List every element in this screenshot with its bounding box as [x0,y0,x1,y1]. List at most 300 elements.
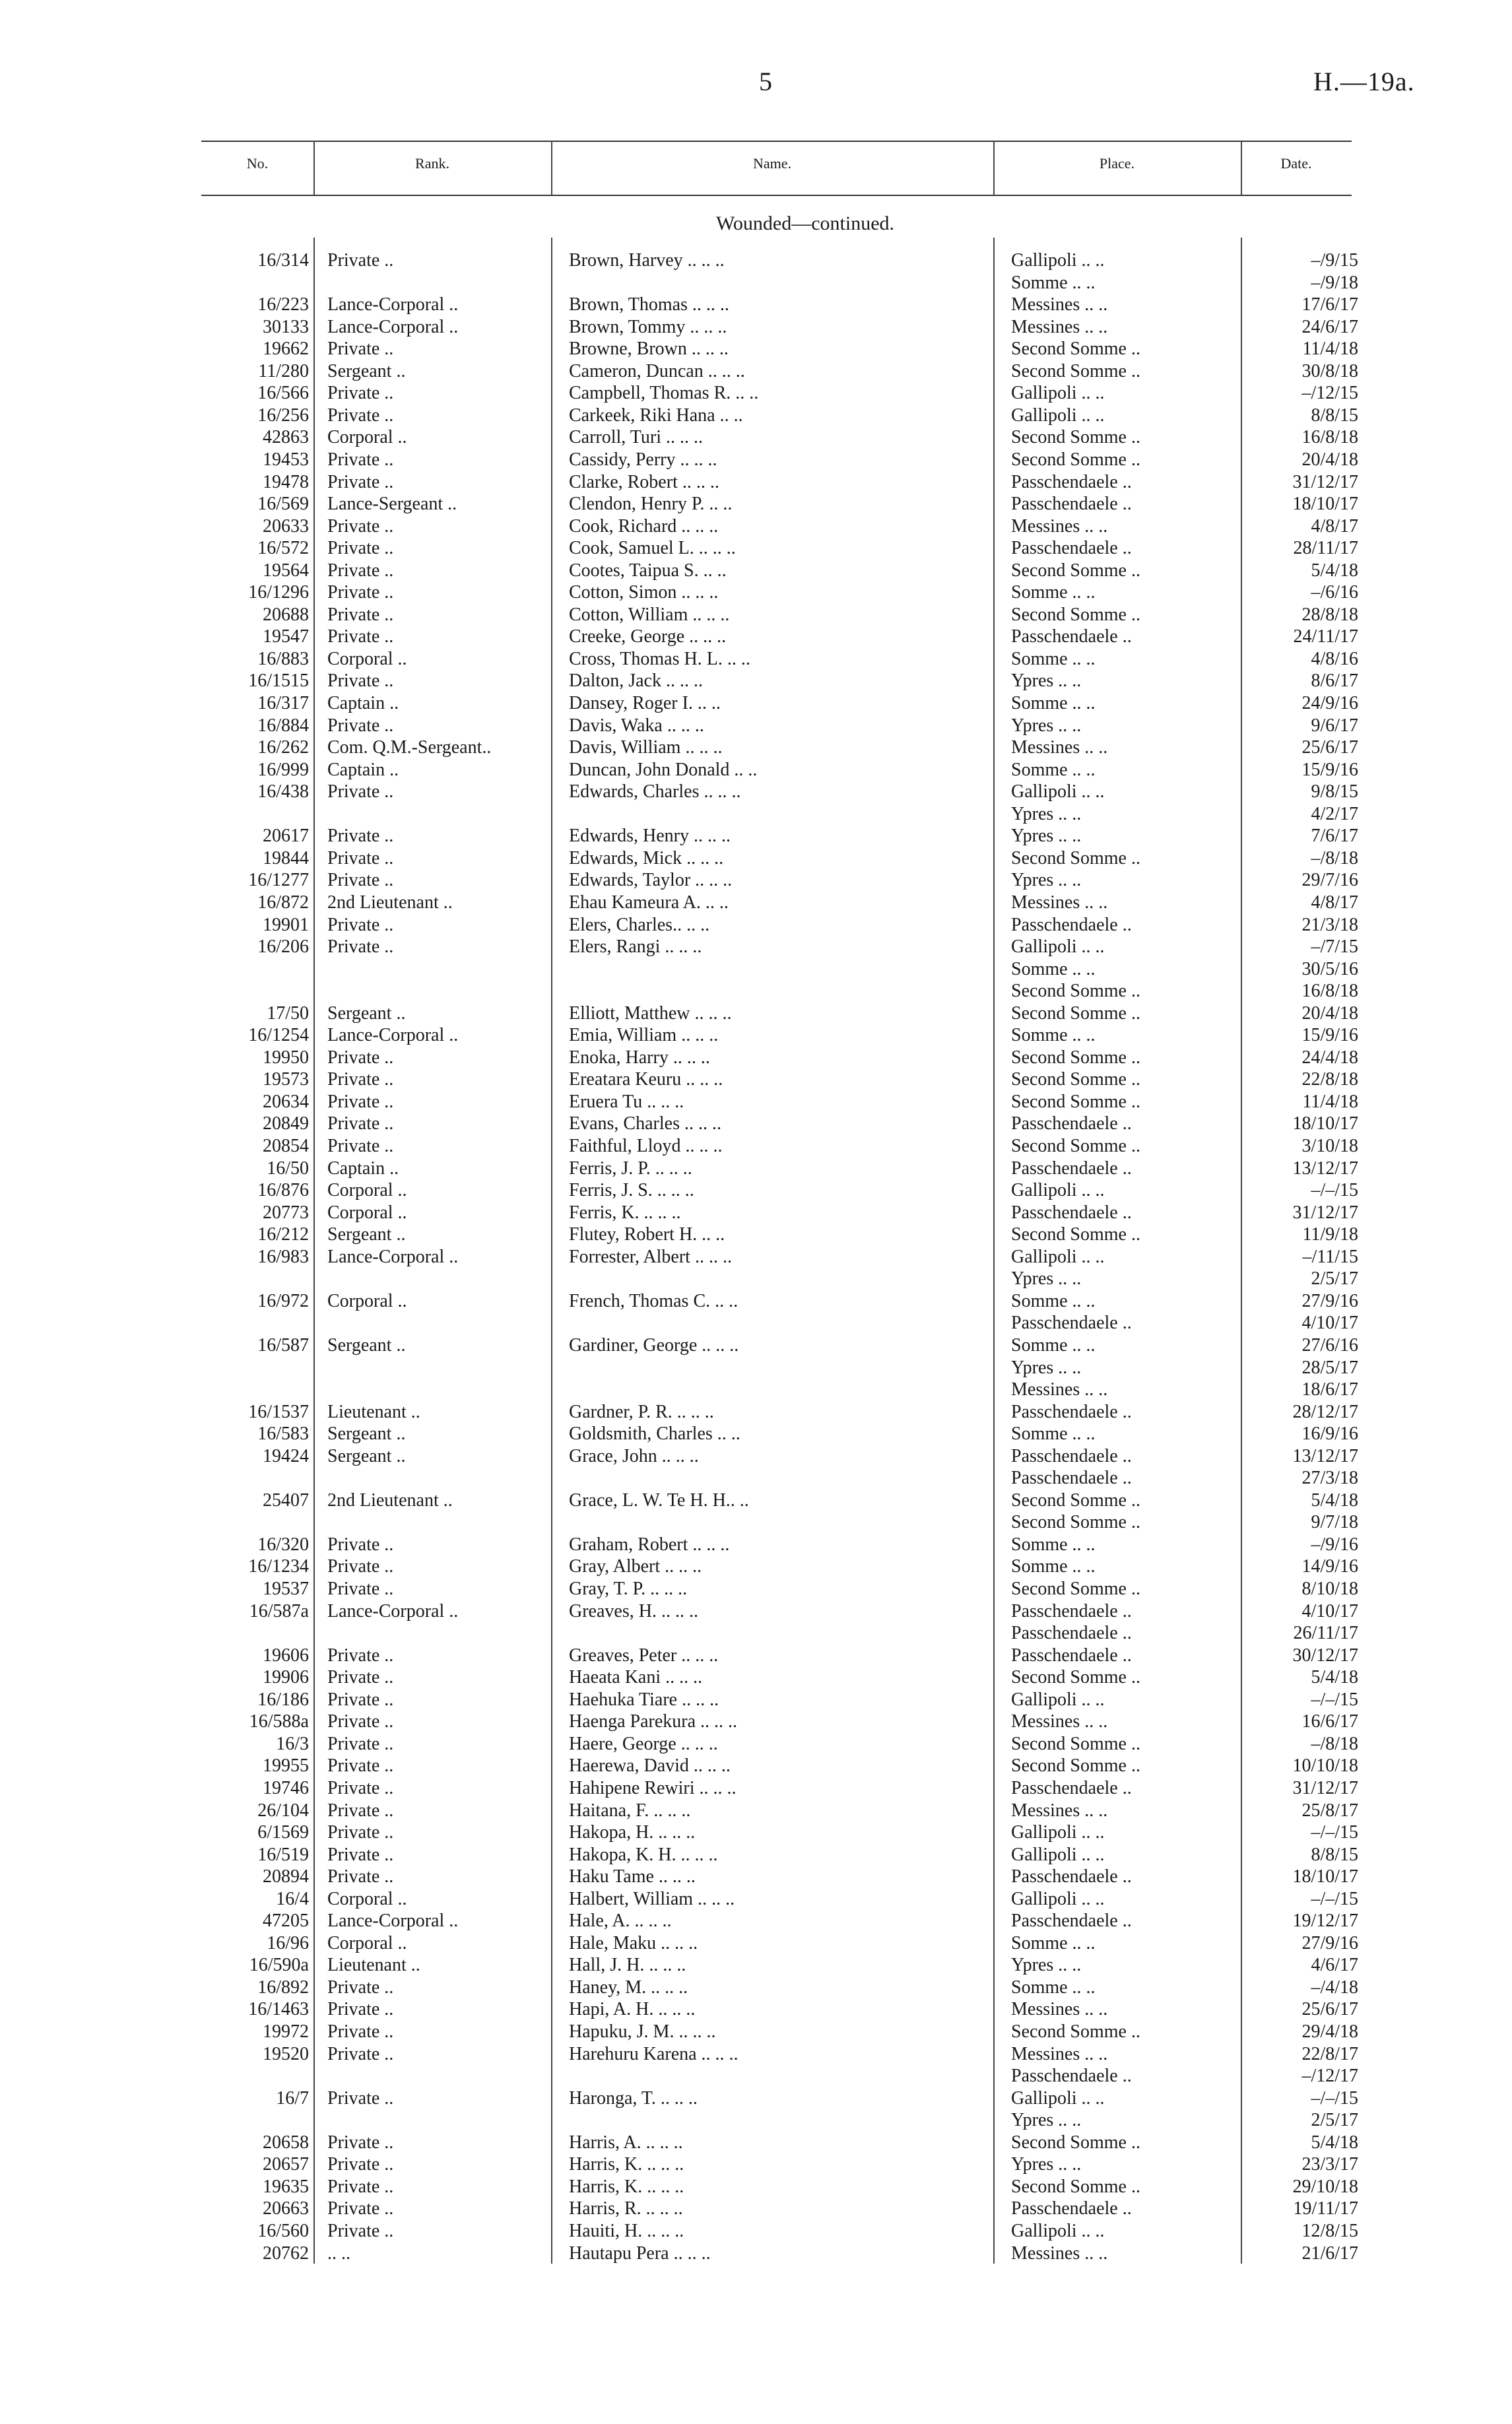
table-row [0,1202,1512,1224]
place: Gallipoli .. .. [1011,250,1105,271]
rank: Private .. [327,1534,394,1555]
soldier-name: Emia, William .. .. .. [569,1025,719,1046]
table-row [0,2153,1512,2175]
place: Gallipoli .. .. [1011,1844,1105,1865]
date: 14/9/16 [1301,1556,1358,1577]
soldier-name: Ferris, J. S. .. .. .. [569,1180,694,1201]
table-row [0,1445,1512,1467]
soldier-name: Haenga Parekura .. .. .. [569,1711,738,1732]
date: 27/9/16 [1301,1932,1358,1953]
place: Second Somme .. [1011,1047,1140,1068]
service-number: 19635 [263,2176,309,2197]
table-row [0,1467,1512,1489]
date: 13/12/17 [1292,1158,1358,1179]
table-row [0,449,1512,471]
soldier-name: Elers, Rangi .. .. .. [569,936,702,958]
rank: Lance-Corporal .. [327,316,459,337]
rank: Private .. [327,449,394,470]
place: Passchendaele .. [1011,626,1132,647]
date: 5/4/18 [1311,1667,1358,1688]
date: 18/10/17 [1292,1113,1358,1134]
table-row [0,648,1512,670]
place: Second Somme .. [1011,449,1140,470]
date: 22/8/18 [1301,1069,1358,1090]
place: Gallipoli .. .. [1011,2220,1105,2241]
service-number: 16/7 [276,2087,309,2109]
soldier-name: Faithful, Lloyd .. .. .. [569,1136,723,1156]
place: Messines .. .. [1011,737,1108,758]
place: Gallipoli .. .. [1011,2087,1105,2109]
rank: Private .. [327,1069,394,1090]
service-number: 19901 [263,914,309,935]
soldier-name: Cross, Thomas H. L. .. .. [569,648,750,669]
soldier-name: Haeata Kani .. .. .. [569,1667,703,1688]
service-number: 19564 [263,560,309,581]
table-row [0,892,1512,913]
soldier-name: Greaves, H. .. .. .. [569,1600,698,1621]
place: Ypres .. .. [1011,1955,1082,1976]
service-number: 16/519 [257,1844,309,1865]
place: Passchendaele .. [1011,494,1132,515]
table-row [0,2065,1512,2087]
rank: Private .. [327,538,394,559]
table-row [0,1113,1512,1134]
place: Passchendaele .. [1011,1313,1132,1334]
place: Second Somme .. [1011,2176,1140,2197]
table-row [0,737,1512,758]
soldier-name: Hauiti, H. .. .. .. [569,2220,684,2241]
page-number: 5 [759,67,772,96]
place: Somme .. .. [1011,1556,1096,1577]
table-row [0,338,1512,360]
place: Gallipoli .. .. [1011,781,1105,803]
place: Gallipoli .. .. [1011,936,1105,958]
service-number: 19573 [263,1069,309,1090]
table-row [0,2243,1512,2264]
soldier-name: Brown, Tommy .. .. .. [569,316,727,337]
service-number: 20663 [263,2198,309,2219]
place: Ypres .. .. [1011,1357,1082,1378]
place: Passchendaele .. [1011,1113,1132,1134]
service-number: 19906 [263,1667,309,1688]
table-row [0,980,1512,1002]
service-number: 26/104 [257,1800,309,1821]
table-row [0,2043,1512,2065]
place: Somme .. .. [1011,1290,1096,1311]
table-row [0,2109,1512,2131]
service-number: 20688 [263,604,309,625]
table-row [0,272,1512,294]
date: 19/12/17 [1292,1911,1358,1932]
date: –/4/18 [1311,1977,1358,1998]
place: Passchendaele .. [1011,1158,1132,1179]
table-row [0,382,1512,404]
date: –/9/18 [1311,272,1358,293]
place: Gallipoli .. .. [1011,1888,1105,1909]
rank: Private .. [327,1711,394,1732]
table-row [0,1733,1512,1755]
date: 10/10/18 [1292,1755,1358,1777]
place: Second Somme .. [1011,2132,1140,2153]
date: 18/10/17 [1292,494,1358,515]
table-row [0,626,1512,647]
place: Second Somme .. [1011,1733,1140,1754]
soldier-name: Greaves, Peter .. .. .. [569,1645,719,1666]
date: 27/6/16 [1301,1334,1358,1356]
date: 4/10/17 [1301,1600,1358,1621]
soldier-name: Cook, Samuel L. .. .. .. [569,538,736,559]
table-row [0,1755,1512,1777]
service-number: 16/560 [257,2220,309,2241]
table-row [0,1556,1512,1577]
rank: Private .. [327,1755,394,1777]
service-number: 16/262 [257,737,309,758]
place: Ypres .. .. [1011,803,1082,824]
table-row [0,1312,1512,1334]
place: Gallipoli .. .. [1011,1180,1105,1201]
section-title: Wounded—continued. [715,213,895,234]
rank: Private .. [327,1844,394,1865]
place: Second Somme .. [1011,339,1140,360]
service-number: 47205 [263,1911,309,1932]
date: 16/8/18 [1301,981,1358,1002]
table-row [0,1290,1512,1312]
table-row [0,1423,1512,1445]
soldier-name: Carkeek, Riki Hana .. .. [569,405,743,426]
soldier-name: Haerewa, David .. .. .. [569,1755,731,1777]
service-number: 20634 [263,1091,309,1112]
table-row [0,869,1512,891]
service-number: 16/1515 [248,671,309,692]
date: 11/9/18 [1302,1224,1358,1245]
date: 24/9/16 [1301,693,1358,713]
table-row [0,914,1512,936]
rank: Corporal .. [327,1932,407,1953]
table-row [0,1158,1512,1179]
date: 25/6/17 [1301,737,1358,758]
table-row [0,1622,1512,1644]
table-row [0,560,1512,581]
service-number: 16/206 [257,936,309,958]
place: Somme .. .. [1011,1424,1096,1445]
place: Passchendaele .. [1011,2198,1132,2219]
rank: Corporal .. [327,1180,407,1201]
date: 31/12/17 [1292,1777,1358,1798]
rank: Private .. [327,2198,394,2219]
place: Passchendaele .. [1011,471,1132,492]
soldier-name: Cotton, William .. .. .. [569,604,730,625]
date: 4/6/17 [1311,1955,1358,1976]
soldier-name: Goldsmith, Charles .. .. [569,1424,740,1445]
rank: Corporal .. [327,1290,407,1311]
place: Somme .. .. [1011,958,1096,979]
rank: Private .. [327,604,394,625]
table-row [0,670,1512,692]
date: 12/8/15 [1301,2220,1358,2241]
place: Somme .. .. [1011,1932,1096,1953]
rank: Private .. [327,870,394,891]
place: Second Somme .. [1011,360,1140,381]
place: Messines .. .. [1011,1711,1108,1732]
date: 13/12/17 [1292,1445,1358,1466]
service-number: 16/972 [257,1290,309,1311]
date: 4/10/17 [1301,1313,1358,1334]
service-number: 16/314 [257,250,309,271]
date: 11/4/18 [1302,339,1358,360]
soldier-name: Cootes, Taipua S. .. .. [569,560,727,581]
date: 18/6/17 [1301,1379,1358,1400]
rank: Private .. [327,1667,394,1688]
service-number: 30133 [263,316,309,337]
place: Second Somme .. [1011,427,1140,448]
rank: Sergeant .. [327,1224,406,1245]
date: –/7/15 [1311,936,1358,958]
service-number: 19547 [263,626,309,647]
table-row [0,803,1512,825]
soldier-name: Evans, Charles .. .. .. [569,1113,721,1134]
place: Somme .. .. [1011,1977,1096,1998]
place: Somme .. .. [1011,693,1096,713]
service-number: 16/1277 [248,870,309,891]
rank: Corporal .. [327,1888,407,1909]
date: 23/3/17 [1301,2154,1358,2175]
place: Passchendaele .. [1011,2066,1132,2087]
rank: Private .. [327,1047,394,1068]
rank: Private .. [327,515,394,537]
rank: Private .. [327,1579,394,1599]
place: Ypres .. .. [1011,2154,1082,2175]
place: Passchendaele .. [1011,1645,1132,1666]
table-top-rule [201,141,1352,142]
date: 29/10/18 [1292,2176,1358,2197]
date: 17/6/17 [1301,294,1358,315]
date: 19/11/17 [1293,2198,1358,2219]
rank: Sergeant .. [327,1424,406,1445]
service-number: 16/3 [276,1733,309,1754]
date: 9/6/17 [1311,715,1358,736]
date: 16/9/16 [1301,1424,1358,1445]
date: –/9/15 [1311,250,1358,271]
service-number: 20849 [263,1113,309,1134]
soldier-name: Clendon, Henry P. .. .. [569,494,733,515]
date: 7/6/17 [1311,826,1358,847]
date: 8/8/15 [1311,405,1358,426]
soldier-name: Harris, R. .. .. .. [569,2198,683,2219]
rank: Corporal .. [327,648,407,669]
table-row [0,604,1512,626]
service-number: 16/999 [257,759,309,780]
soldier-name: Dalton, Jack .. .. .. [569,671,703,692]
date: 25/8/17 [1301,1800,1358,1821]
soldier-name: Brown, Harvey .. .. .. [569,250,725,271]
date: –/–/15 [1311,1888,1358,1909]
soldier-name: Forrester, Albert .. .. .. [569,1246,732,1267]
soldier-name: Harris, K. .. .. .. [569,2154,684,2175]
rank: Lance-Corporal .. [327,1246,459,1267]
place: Messines .. .. [1011,294,1108,315]
table-row [0,1268,1512,1290]
date: –/12/15 [1301,383,1358,404]
soldier-name: Flutey, Robert H. .. .. [569,1224,725,1245]
service-number: 16/566 [257,383,309,404]
place: Second Somme .. [1011,1069,1140,1090]
soldier-name: Ehau Kameura A. .. .. [569,892,729,913]
rank: Private .. [327,582,394,603]
table-row [0,2087,1512,2109]
service-number: 16/438 [257,781,309,803]
table-row [0,1135,1512,1157]
soldier-name: Campbell, Thomas R. .. .. [569,383,759,404]
table-row [0,360,1512,382]
date: 26/11/17 [1293,1623,1358,1644]
rank: Private .. [327,383,394,404]
soldier-name: Enoka, Harry .. .. .. [569,1047,710,1068]
rank: 2nd Lieutenant .. [327,1490,453,1511]
place: Messines .. .. [1011,1999,1108,2020]
soldier-name: Carroll, Turi .. .. .. [569,427,704,448]
soldier-name: Edwards, Charles .. .. .. [569,781,741,803]
place: Ypres .. .. [1011,826,1082,847]
rank: Lance-Corporal .. [327,294,459,315]
service-number: 19424 [263,1445,309,1466]
place: Passchendaele .. [1011,1911,1132,1932]
service-number: 16/317 [257,693,309,713]
place: Passchendaele .. [1011,1866,1132,1887]
date: 15/9/16 [1301,1025,1358,1046]
place: Somme .. .. [1011,1334,1096,1356]
service-number: 19955 [263,1755,309,1777]
service-number: 19520 [263,2043,309,2064]
soldier-name: Haitana, F. .. .. .. [569,1800,691,1821]
service-number: 16/883 [257,648,309,669]
soldier-name: Ferris, J. P. .. .. .. [569,1158,692,1179]
place: Second Somme .. [1011,1224,1140,1245]
service-number: 19478 [263,471,309,492]
place: Second Somme .. [1011,981,1140,1002]
date: 11/4/18 [1302,1091,1358,1112]
rank: Private .. [327,781,394,803]
date: 4/8/17 [1311,515,1358,537]
date: –/9/16 [1311,1534,1358,1555]
rank: Lance-Sergeant .. [327,494,457,515]
soldier-name: Grace, L. W. Te H. H.. .. [569,1490,749,1511]
service-number: 19537 [263,1579,309,1599]
table-row [0,1578,1512,1600]
date: 24/11/17 [1293,626,1358,647]
table-row [0,581,1512,603]
place: Ypres .. .. [1011,2110,1082,2131]
table-row [0,1888,1512,1910]
table-row [0,405,1512,426]
rank: Sergeant .. [327,1334,406,1356]
soldier-name: Harris, K. .. .. .. [569,2176,684,2197]
rank: .. .. [327,2243,350,2264]
date: 16/8/18 [1301,427,1358,448]
place: Messines .. .. [1011,892,1108,913]
soldier-name: Edwards, Taylor .. .. .. [569,870,733,891]
table-row [0,1800,1512,1821]
date: 8/10/18 [1301,1579,1358,1599]
place: Passchendaele .. [1011,1600,1132,1621]
place: Gallipoli .. .. [1011,1689,1105,1710]
date: 4/8/16 [1311,648,1358,669]
table-row [0,958,1512,980]
table-row [0,1821,1512,1843]
date: 5/4/18 [1311,560,1358,581]
place: Passchendaele .. [1011,538,1132,559]
date: –/–/15 [1311,2087,1358,2109]
soldier-name: Haney, M. .. .. .. [569,1977,688,1998]
soldier-name: Hakopa, H. .. .. .. [569,1822,696,1843]
service-number: 16/892 [257,1977,309,1998]
date: 9/7/18 [1311,1512,1358,1533]
soldier-name: Creeke, George .. .. .. [569,626,727,647]
soldier-name: Duncan, John Donald .. .. [569,759,758,780]
table-row [0,1357,1512,1379]
place: Second Somme .. [1011,1002,1140,1024]
table-row [0,692,1512,714]
table-row [0,1334,1512,1356]
service-number: 20658 [263,2132,309,2153]
date: 2/5/17 [1311,2110,1358,2131]
document-code: H.—19a. [1313,67,1415,96]
place: Passchendaele .. [1011,1777,1132,1798]
table-row [0,2198,1512,2219]
table-row [0,1666,1512,1688]
date: 30/5/16 [1301,958,1358,979]
service-number: 16/50 [267,1158,309,1179]
soldier-name: Gardiner, George .. .. .. [569,1334,739,1356]
service-number: 20633 [263,515,309,537]
table-row [0,1401,1512,1423]
rank: Private .. [327,914,394,935]
date: 29/7/16 [1301,870,1358,891]
soldier-name: Haere, George .. .. .. [569,1733,718,1754]
table-row [0,1002,1512,1024]
soldier-name: Clarke, Robert .. .. .. [569,471,719,492]
table-row [0,294,1512,315]
table-row [0,1954,1512,1976]
place: Messines .. .. [1011,1379,1108,1400]
table-row [0,1379,1512,1400]
soldier-name: Cook, Richard .. .. .. [569,515,719,537]
table-row [0,1224,1512,1245]
table-row [0,1490,1512,1511]
soldier-name: Graham, Robert .. .. .. [569,1534,730,1555]
date: –/–/15 [1311,1822,1358,1843]
table-row [0,1645,1512,1666]
rank: Private .. [327,560,394,581]
table-row [0,1910,1512,1932]
rank: Private .. [327,471,394,492]
service-number: 16/320 [257,1534,309,1555]
date: 15/9/16 [1301,759,1358,780]
service-number: 16/1463 [248,1999,309,2020]
date: –/11/15 [1302,1246,1358,1267]
table-row [0,249,1512,271]
table-row [0,2132,1512,2153]
table-row [0,1711,1512,1732]
place: Ypres .. .. [1011,1268,1082,1290]
date: –/12/17 [1301,2066,1358,2087]
place: Second Somme .. [1011,1579,1140,1599]
soldier-name: Hapi, A. H. .. .. .. [569,1999,696,2020]
service-number: 16/4 [276,1888,309,1909]
date: –/8/18 [1311,1733,1358,1754]
column-header-name: Name. [752,155,792,172]
date: 5/4/18 [1311,2132,1358,2153]
column-header-date: Date. [1280,155,1312,172]
